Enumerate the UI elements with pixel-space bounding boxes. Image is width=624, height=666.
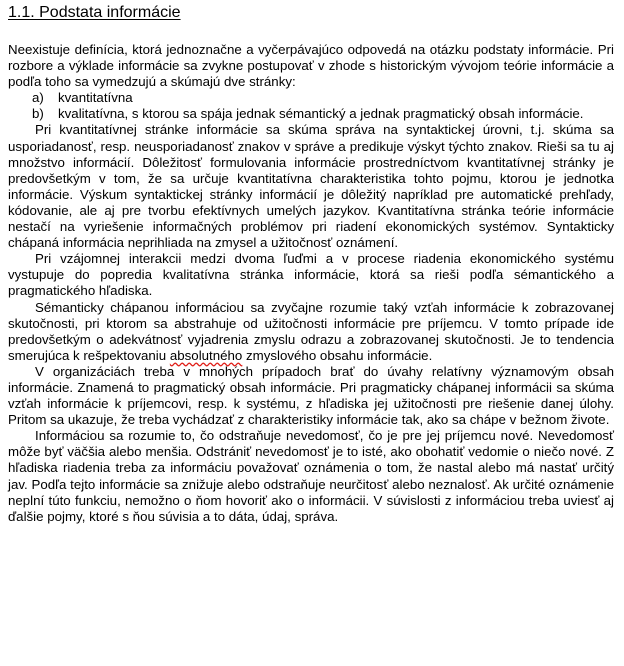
list-item [8, 106, 614, 122]
list-marker: b) [32, 106, 44, 122]
list-item-text: kvalitatívna, s ktorou sa spája jednak sémantický a jednak pragmatický obsah informácie. [58, 106, 584, 122]
paragraph-intro: Neexistuje definícia, ktorá jednoznačne a vyčerpávajúco odpovedá na otázku podstaty informácie. Pri rozbore a výklade informácie sa zvykne postupovať v zhode s historickým vývojom teórie informácie a podľa toho sa vymedzujú a skúmajú dve stránky: [8, 42, 614, 90]
spellcheck-flagged-word: absolutného [169, 347, 243, 363]
paragraph-pragmatic: V organizáciách treba v mnohých prípadoch brať do úvahy relatívny významovým obsah informácie. Znamená to pragmatický obsah informácie. Pri pragmaticky chápanej informácii sa skúma vzťah informácie k príjemcovi, resp. k systému, z hľadiska jej užitočnosti pre riešenie danej úlohy. Pritom sa ukazuje, že treba vychádzať z charakteristiky informácie tak, ako sa chápe v bežnom živote. [8, 363, 614, 428]
section-heading: 1.1. Podstata informácie [8, 4, 181, 21]
semantic-text-start: Sémanticky chápanou informáciou sa zvyčajne rozumie taký vzťah informácie k zobrazovanej skutočnosti, pri ktorom sa abstrahuje od užitočnosti informácie pre príjemcu. V tomto prípade ide predovšetkým o adekvátnosť vyjadrenia zmyslu odrazu a zobrazovanej skutočnosti. Je to tendencia smerujúca k rešpektovaniu [8, 299, 614, 363]
list-item [8, 90, 614, 106]
paragraph-quantitative: Pri kvantitatívnej stránke informácie sa skúma správa na syntaktickej úrovni, t.j. skúma sa usporiadanosť, resp. neusporiadanosť znakov v správe a predikuje výskyt týchto znakov. Rieši sa tu aj množstvo informácií. Dôležitosť formulovania informácie prostredníctvom kvantitatívnej stránky je predovšetkým v tom, že sa určuje kvantitatívna charakteristika tohto pojmu, ktorou je jednotka informácie. Výskum syntaktickej stránky informácií je dôležitý napríklad pre automatické prehľady, kódovanie, ale aj pre tvorbu efektívnych umelých jazykov. Kvantitatívna stránka teórie informácie nestačí na vyriešenie informačných problémov pri riadení ekonomických systémov. Syntakticky chápaná informácia neprihliada na zmysel a užitočnosť oznámení. [8, 122, 614, 251]
semantic-text-end: zmyslového obsahu informácie. [242, 347, 433, 363]
list-item-text: kvantitatívna [58, 90, 133, 106]
document-body [8, 42, 614, 525]
aspects-list [8, 90, 614, 122]
paragraph-definition: Informáciou sa rozumie to, čo odstraňuje nevedomosť, čo je pre jej príjemcu nové. Nevedomosť môže byť väčšia alebo menšia. Odstrániť nevedomosť je to isté, ako obohatiť vedomie o niečo nové. Z hľadiska riadenia treba za informáciu považovať oznámenia o tom, že nastal alebo má nastať určitý jav. Podľa tejto informácie sa znižuje alebo odstraňuje neurčitosť alebo neznalosť. Ak určité oznámenie neplní túto funkciu, nemožno o ňom hovoriť ako o informácii. V súvislosti z informáciou treba uviesť aj ďalšie pojmy, ktoré s ňou súvisia a to dáta, údaj, správa. [8, 428, 614, 524]
paragraph-interaction: Pri vzájomnej interakcii medzi dvoma ľuďmi a v procese riadenia ekonomického systému vystupuje do popredia kvalitatívna stránka informácie, ktorá sa rieši podľa sémantického a pragmatického hľadiska. [8, 251, 614, 299]
list-marker: a) [32, 90, 44, 106]
paragraph-semantic [8, 300, 614, 364]
